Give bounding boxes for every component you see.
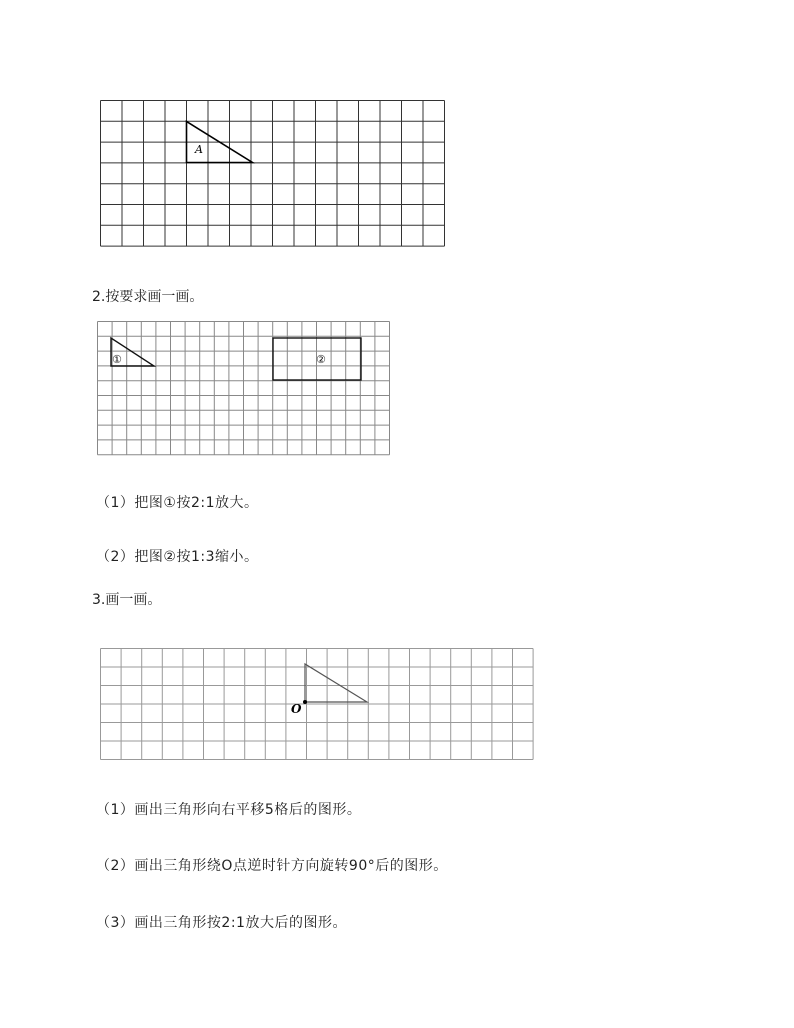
shape-1-label: ① — [112, 353, 122, 366]
q3-instruction-2: （2）画出三角形绕O点逆时针方向旋转90°后的图形。 — [96, 858, 448, 874]
q3-triangle — [305, 664, 367, 702]
grid-3 — [95, 644, 535, 762]
q3-instruction-3: （3）画出三角形按2:1放大后的图形。 — [96, 915, 347, 931]
triangle-a-label: A — [195, 143, 203, 156]
q3-instruction-1: （1）画出三角形向右平移5格后的图形。 — [96, 802, 362, 818]
q3-heading: 3.画一画。 — [92, 592, 162, 608]
shape-2-label: ② — [316, 353, 326, 366]
grid-1 — [95, 95, 455, 250]
q2-instruction-2: （2）把图②按1:3缩小。 — [96, 549, 259, 565]
grid-2 — [95, 318, 395, 458]
q2-heading: 2.按要求画一画。 — [92, 289, 204, 305]
origin-point — [303, 700, 307, 704]
origin-label: O — [291, 702, 302, 716]
q2-instruction-1: （1）把图①按2:1放大。 — [96, 495, 259, 511]
